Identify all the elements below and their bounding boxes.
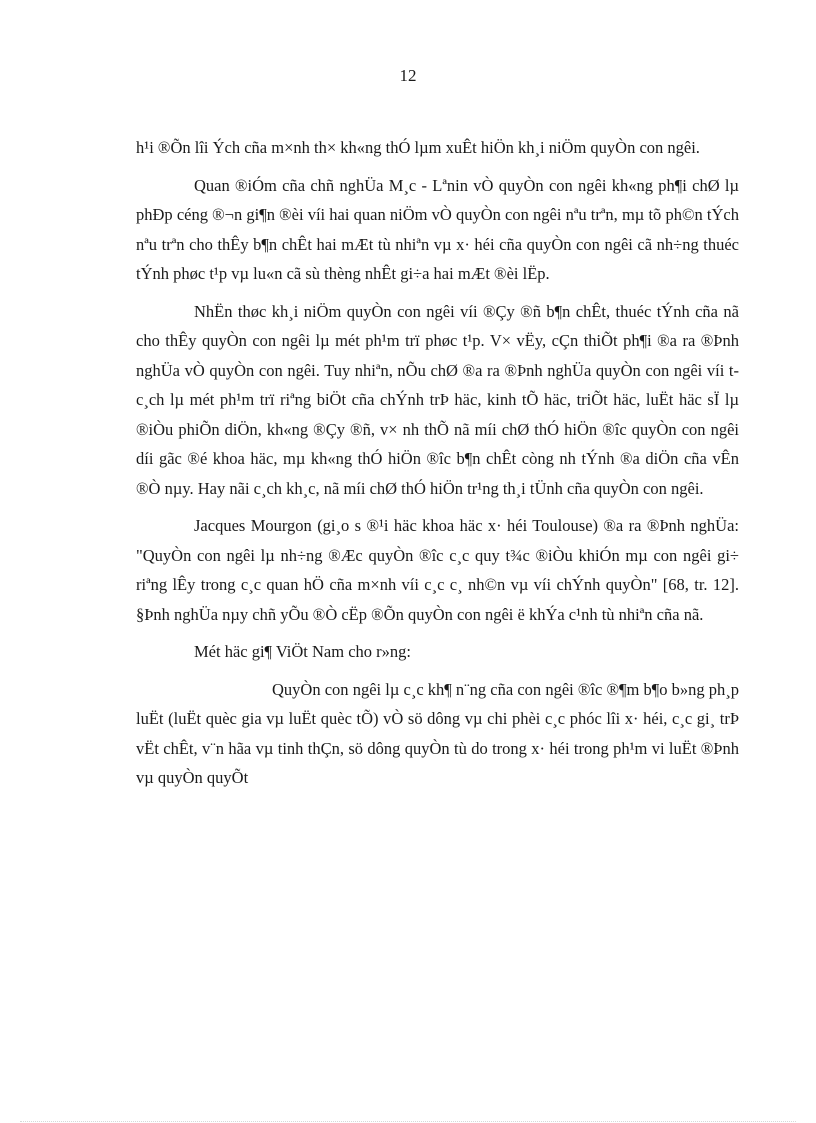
block-quote: QuyÒn con ngêi lµ c¸c kh¶ n¨ng cña con ngêi ®îc ®¶m b¶o b»ng ph¸p luËt (luËt quèc gia vµ luËt quèc tÕ) vÒ sö dông vµ chi phèi c¸c phóc lîi x· héi, c¸c gi¸ trÞ vËt chÊt, v¨n hãa vµ tinh thÇn, sö dông quyÒn tù do trong x· héi trong ph¹m vi luËt ®Þnh vµ quyÒn quyÕt (136, 679, 739, 787)
paragraph-mourgon-definition: Jacques Mourgon (gi¸o s ®¹i häc khoa häc x· héi Toulouse) ®a ra ®Þnh nghÜa: "QuyÒn con ngêi lµ nh÷ng ®Æc quyÒn ®îc c¸c quy t¾c ®iÒu khiÓn mµ con ngêi gi÷ riªng lÊy trong c¸c quan hÖ cña m×nh víi c¸c c¸ nh©n vµ víi chÝnh quyÒn" [68, tr. 12]. §Þnh nghÜa nµy chñ yÕu ®Ò cËp ®Õn quyÒn con ngêi ë khÝa c¹nh tù nhiªn cña nã. (136, 516, 739, 624)
paragraph-definition-need: NhËn thøc kh¸i niÖm quyÒn con ngêi víi ®Çy ®ñ b¶n chÊt, thuéc tÝnh cña nã cho thÊy quyÒn con ngêi lµ mét ph¹m trï phøc t¹p. V× vËy, cÇn thiÕt ph¶i ®a ra ®Þnh nghÜa vÒ quyÒn con ngêi. Tuy nhiªn, nÕu chØ ®a ra ®Þnh nghÜa quyÒn con ngêi víi t c¸ch lµ mét ph¹m trï riªng biÖt cña chÝnh trÞ häc, kinh tÕ häc, triÕt häc, luËt häc sÏ lµ ®iÒu phiÕn diÖn, kh«ng ®Çy ®ñ, v× nh thÕ nã míi chØ thÓ hiÖn ®îc quyÒn con ngêi díi gãc ®é khoa häc, mµ kh«ng thÓ hiÖn ®îc b¶n chÊt còng nh tÝnh ®a diÖn cña vÊn ®Ò nµy. Hay nãi c¸ch kh¸c, nã míi chØ thÓ hiÖn tr¹ng th¸i tÜnh cña quyÒn con ngêi. (136, 301, 739, 498)
page-bottom-rule (20, 1121, 796, 1122)
paragraph-continuation: h¹i ®Õn lîi Ých cña m×nh th× kh«ng thÓ lµm xuÊt hiÖn kh¸i niÖm quyÒn con ngêi. (136, 138, 700, 157)
paragraph-marxist-view: Quan ®iÓm cña chñ nghÜa M¸c - Lªnin vÒ quyÒn con ngêi kh«ng ph¶i chØ lµ phÐp céng ®¬n gi¶n ®èi víi hai quan niÖm vÒ quyÒn con ngêi nªu trªn, mµ tõ ph©n tÝch nªu trªn cho thÊy b¶n chÊt hai mÆt tù nhiªn vµ x· héi cña quyÒn con ngêi cã nh÷ng thuéc tÝnh phøc t¹p vµ lu«n cã sù thèng nhÊt gi÷a hai mÆt ®èi lËp. (136, 175, 739, 283)
paragraph-vietnamese-scholar: Mét häc gi¶ ViÖt Nam cho r»ng: (194, 642, 411, 661)
page-number: 12 (399, 66, 417, 85)
body-text (136, 133, 739, 801)
